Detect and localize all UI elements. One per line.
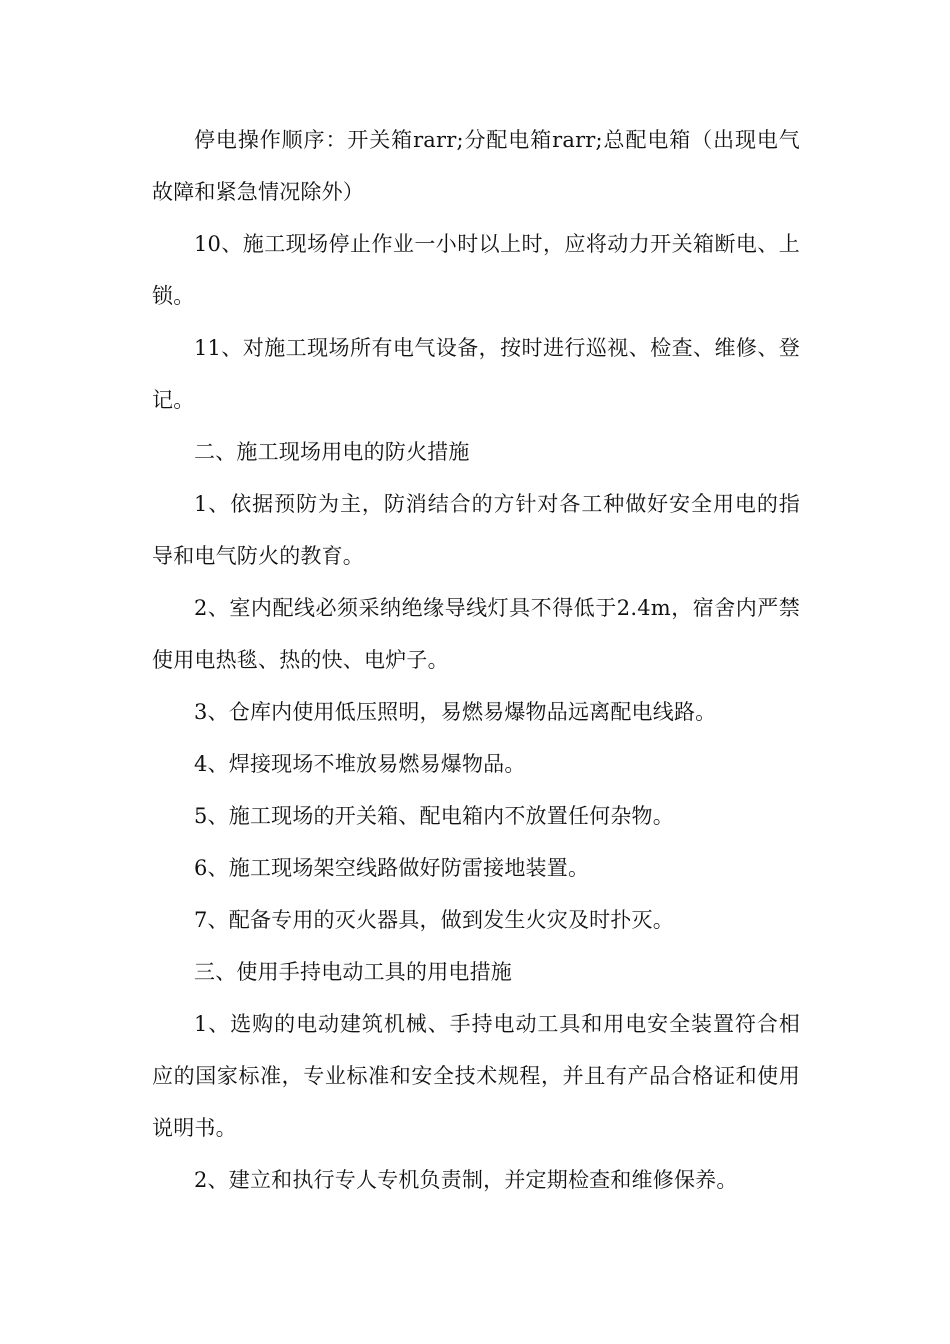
paragraph-tools-item-2: 2、建立和执行专人专机负责制，并定期检查和维修保养。 [194, 1168, 738, 1192]
paragraph-power-off-order: 停电操作顺序：开关箱rarr;分配电箱rarr;总配电箱（出现电气故障和紧急情况除外） [152, 128, 800, 204]
paragraph-fire-item-7: 7、配备专用的灭火器具，做到发生火灾及时扑灭。 [194, 908, 674, 932]
section-heading-fire-prevention: 二、施工现场用电的防火措施 [194, 440, 470, 464]
paragraph-fire-item-2: 2、室内配线必须采纳绝缘导线灯具不得低于2.4m，宿舍内严禁使用电热毯、热的快、电炉子。 [152, 596, 800, 672]
paragraph-tools-item-1: 1、选购的电动建筑机械、手持电动工具和用电安全装置符合相应的国家标准，专业标准和安全技术规程，并且有产品合格证和使用说明书。 [152, 1012, 800, 1140]
paragraph-fire-item-4: 4、焊接现场不堆放易燃易爆物品。 [194, 752, 526, 776]
section-heading-handheld-tools: 三、使用手持电动工具的用电措施 [194, 960, 512, 984]
paragraph-fire-item-6: 6、施工现场架空线路做好防雷接地装置。 [194, 856, 590, 880]
paragraph-fire-item-5: 5、施工现场的开关箱、配电箱内不放置任何杂物。 [194, 804, 674, 828]
paragraph-item-10: 10、施工现场停止作业一小时以上时，应将动力开关箱断电、上锁。 [152, 232, 800, 308]
paragraph-fire-item-3: 3、仓库内使用低压照明，易燃易爆物品远离配电线路。 [194, 700, 717, 724]
paragraph-fire-item-1: 1、依据预防为主，防消结合的方针对各工种做好安全用电的指导和电气防火的教育。 [152, 492, 800, 568]
document-body [152, 114, 800, 1206]
paragraph-item-11: 11、对施工现场所有电气设备，按时进行巡视、检查、维修、登记。 [152, 336, 800, 412]
